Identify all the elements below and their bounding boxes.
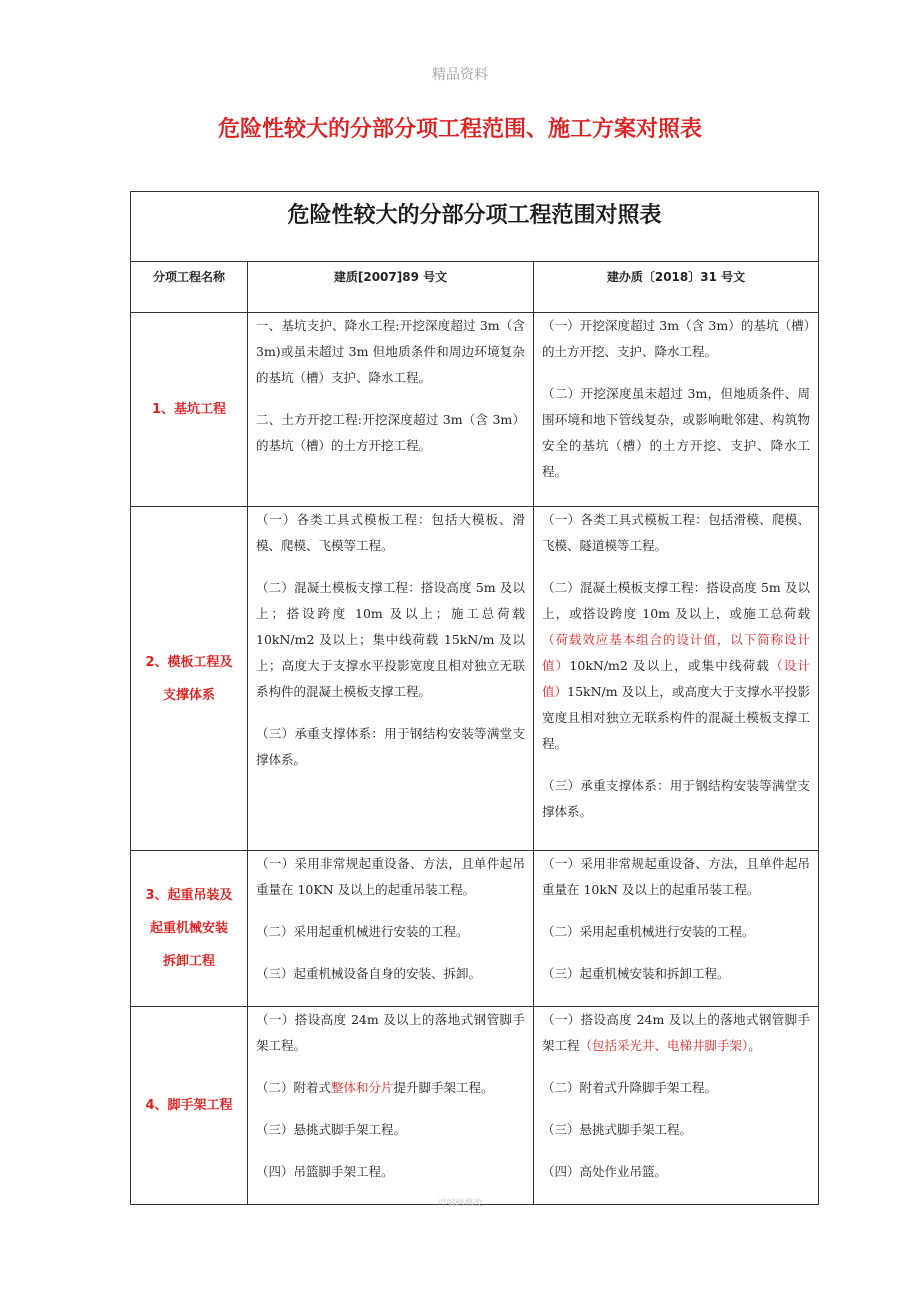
clause: （一）搭设高度 24m 及以上的落地式钢管脚手架工程。: [256, 1012, 525, 1053]
table-row: [131, 851, 819, 1007]
column-header-name: 分项工程名称: [131, 262, 248, 313]
table-title-row: [131, 192, 819, 262]
clause: （三）承重支撑体系：用于钢结构安装等满堂支撑体系。: [542, 778, 811, 819]
table-row: [131, 507, 819, 851]
header-watermark: 精品资料: [432, 67, 488, 83]
clause-text: 15kN/m 及以上，或高度大于支撑水平投影宽度且相对独立无联系构件的混凝土模板支撑工程。: [542, 684, 811, 751]
row-name-formwork: [131, 507, 248, 851]
document-title: 危险性较大的分部分项工程范围、施工方案对照表: [217, 117, 702, 142]
row-name-line: 支撑体系: [162, 687, 215, 703]
row-name-line: 3、起重吊装及: [145, 888, 233, 903]
clause: （三）承重支撑体系：用于钢结构安装等满堂支撑体系。: [256, 726, 525, 767]
clause: [542, 1007, 810, 1059]
clause: [542, 575, 810, 757]
clause: （三）起重机械安装和拆卸工程。: [542, 966, 730, 981]
clause-highlight: 整体和分片: [331, 1080, 394, 1095]
clause: （二）开挖深度虽未超过 3m，但地质条件、周围环境和地下管线复杂，或影响毗邻建、构筑物安全的基坑（槽）的土方开挖、支护、降水工程。: [542, 386, 811, 479]
clause-highlight: （荷载效应基本组合的设计值，以下简称设计值）: [542, 632, 811, 673]
row-name-scaffolding: 4、脚手架工程: [131, 1007, 248, 1205]
clause: （四）吊篮脚手架工程。: [256, 1164, 394, 1179]
table-row: [131, 1007, 819, 1205]
clause: （三）悬挑式脚手架工程。: [542, 1122, 693, 1137]
clause-text: 。: [748, 1038, 761, 1053]
old-rule-cell: [248, 851, 534, 1007]
clause: （二）采用起重机械进行安装的工程。: [256, 924, 469, 939]
new-rule-cell: [534, 1007, 819, 1205]
clause: （二）混凝土模板支撑工程：搭设高度 5m 及以上；搭设跨度 10m 及以上；施工总荷载 10kN/m2 及以上；集中线荷载 15kN/m 及以上；高度大于支撑水平投影宽度且相对独立无联系构件的混凝土模板支撑工程。: [256, 580, 525, 699]
old-rule-cell: [248, 507, 534, 851]
clause: （三）起重机械设备自身的安装、拆卸。: [256, 966, 482, 981]
row-name-line: 起重机械安装: [149, 921, 228, 936]
row-name-line: 拆卸工程: [162, 954, 215, 969]
clause: [256, 1075, 525, 1101]
clause: （一）各类工具式模板工程：包括滑模、爬模、飞模、隧道模等工程。: [542, 512, 811, 553]
footer-note: 可编辑修改: [437, 1199, 483, 1209]
clause: 二、土方开挖工程:开挖深度超过 3m（含 3m）的基坑（槽）的土方开挖工程。: [256, 412, 525, 453]
clause: （四）高处作业吊篮。: [542, 1164, 668, 1179]
clause: （一）开挖深度超过 3m（含 3m）的基坑（槽）的土方开挖、支护、降水工程。: [542, 318, 811, 359]
table-row: [131, 313, 819, 507]
table-header-row: [131, 262, 819, 313]
row-name-line: 2、模板工程及: [145, 654, 233, 670]
clause: （一）采用非常规起重设备、方法，且单件起吊重量在 10kN 及以上的起重吊装工程。: [542, 856, 811, 897]
old-rule-cell: [248, 313, 534, 507]
row-name-excavation: 1、基坑工程: [131, 313, 248, 507]
comparison-table: [130, 191, 819, 1205]
clause-text: （二）附着式: [256, 1080, 332, 1095]
clause-text: （一）搭设高度 24m 及以上的落地式钢管脚手架工程: [542, 1012, 811, 1053]
row-name-lifting: [131, 851, 248, 1007]
clause-text: 提升脚手架工程。: [393, 1080, 494, 1095]
clause-text: （二）混凝土模板支撑工程：搭设高度 5m 及以上，或搭设跨度 10m 及以上，或施工总荷载: [542, 580, 811, 621]
clause-highlight: （设计值）: [542, 658, 810, 699]
clause: （二）附着式升降脚手架工程。: [542, 1080, 718, 1095]
new-rule-cell: [534, 313, 819, 507]
table-title: 危险性较大的分部分项工程范围对照表: [131, 192, 819, 262]
clause: （二）采用起重机械进行安装的工程。: [542, 924, 755, 939]
clause: 一、基坑支护、降水工程:开挖深度超过 3m（含 3m)或虽未超过 3m 但地质条件和周边环境复杂的基坑（槽）支护、降水工程。: [256, 318, 525, 385]
clause: （一）采用非常规起重设备、方法，且单件起吊重量在 10KN 及以上的起重吊装工程。: [256, 856, 525, 897]
old-rule-cell: [248, 1007, 534, 1205]
column-header-2018: 建办质〔2018〕31 号文: [534, 262, 819, 313]
new-rule-cell: [534, 851, 819, 1007]
clause: （三）悬挑式脚手架工程。: [256, 1122, 407, 1137]
new-rule-cell: [534, 507, 819, 851]
column-header-2007: 建质[2007]89 号文: [248, 262, 534, 313]
clause: （一）各类工具式模板工程：包括大模板、滑模、爬模、飞模等工程。: [256, 512, 525, 553]
clause-highlight: （包括采光井、电梯井脚手架）: [579, 1038, 749, 1053]
clause-text: 10kN/m2 及以上，或集中线荷载: [569, 658, 771, 673]
